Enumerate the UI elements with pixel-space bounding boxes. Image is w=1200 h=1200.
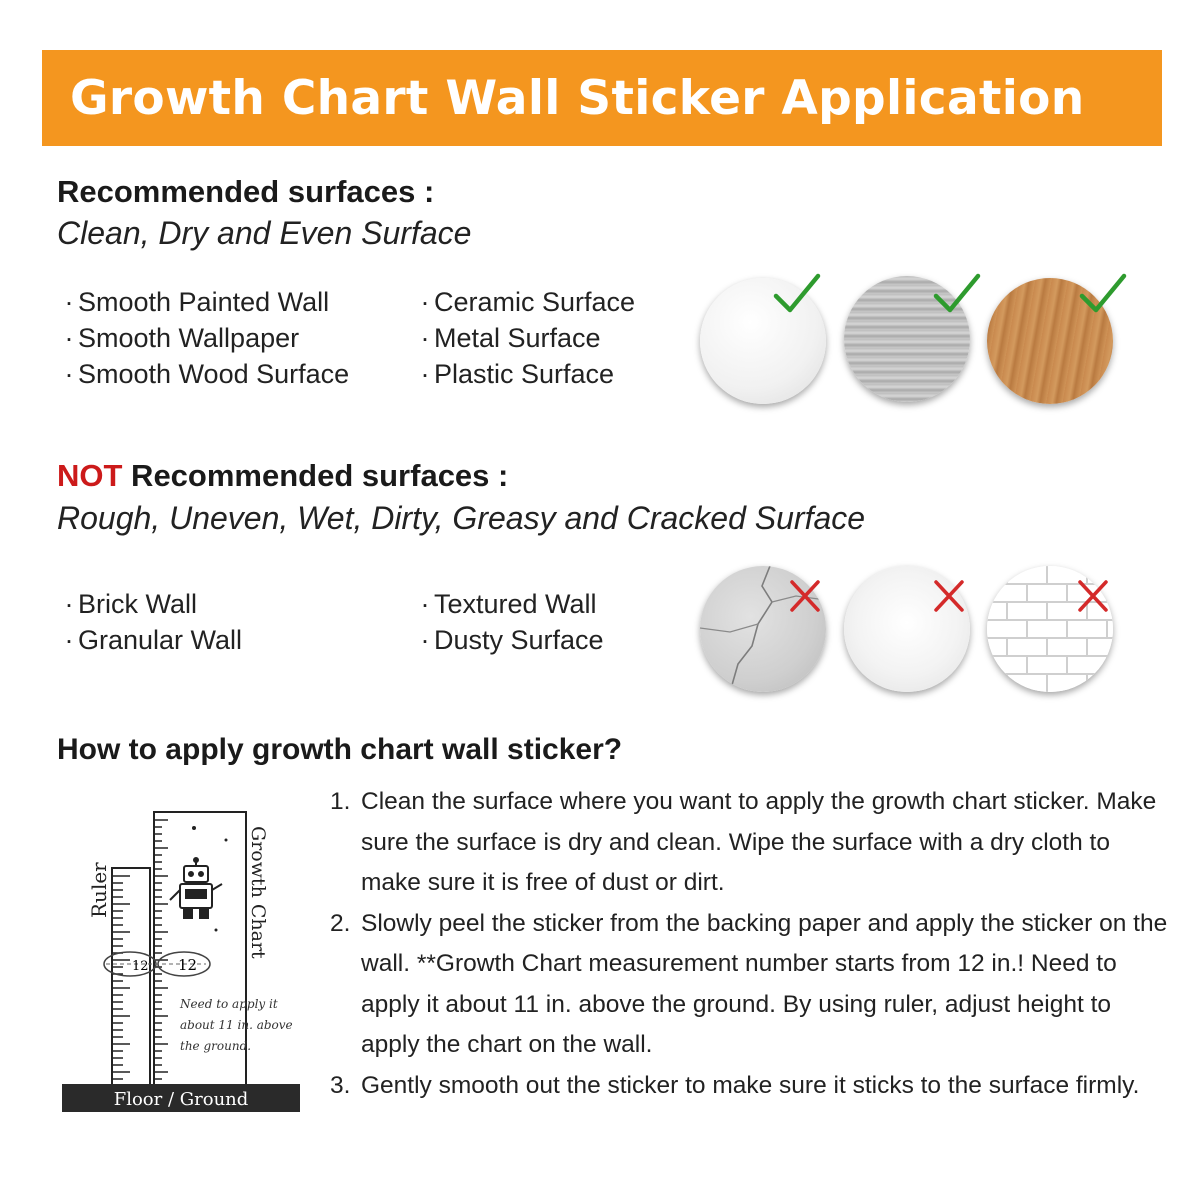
list-item: · Dusty Surface	[416, 622, 604, 658]
list-item: · Smooth Wallpaper	[60, 320, 349, 356]
list-item: · Plastic Surface	[416, 356, 635, 392]
application-diagram	[56, 800, 306, 1120]
list-item: · Ceramic Surface	[416, 284, 635, 320]
step-text: Gently smooth out the sticker to make sure it sticks to the surface firmly.	[361, 1071, 1140, 1099]
ruler-label: Ruler	[87, 862, 111, 918]
note-line: the ground.	[180, 1039, 252, 1053]
chart-mark: 12	[178, 956, 198, 974]
list-item: · Textured Wall	[416, 586, 604, 622]
ruler-mark: 12	[132, 959, 149, 974]
not-recommended-list-left	[60, 586, 242, 658]
recommended-subheading: Clean, Dry and Even Surface	[57, 215, 472, 251]
list-item: · Metal Surface	[416, 320, 635, 356]
step-number: 3.	[330, 1071, 351, 1099]
list-item: · Smooth Painted Wall	[60, 284, 349, 320]
checkmark-icon	[772, 270, 822, 320]
howto-heading: How to apply growth chart wall sticker?	[57, 733, 623, 766]
recommended-heading: Recommended surfaces :	[57, 174, 435, 209]
step-number: 1.	[330, 788, 351, 815]
checkmark-icon	[932, 270, 982, 320]
not-recommended-list-right	[416, 586, 604, 658]
cross-icon	[1076, 578, 1110, 614]
not-recommended-heading	[57, 458, 508, 494]
not-label: NOT	[57, 458, 123, 493]
floor-label: Floor / Ground	[113, 1089, 249, 1110]
note-line: about 11 in. above	[180, 1018, 293, 1032]
checkmark-icon	[1078, 270, 1128, 320]
list-item: · Smooth Wood Surface	[60, 356, 349, 392]
recommended-list-left	[60, 284, 349, 392]
step-text: Clean the surface where you want to apply the growth chart sticker. Make sure the surface is dry and clean. Wipe the surface with a dry cloth to make sure it is free of dust or dirt.	[361, 788, 1157, 896]
step-item	[330, 782, 1170, 904]
cross-icon	[932, 578, 966, 614]
page-title: Growth Chart Wall Sticker Application	[70, 70, 1085, 126]
step-number: 2.	[330, 909, 351, 937]
not-recommended-subheading: Rough, Uneven, Wet, Dirty, Greasy and Cracked Surface	[57, 500, 866, 536]
list-item: · Brick Wall	[60, 586, 242, 622]
step-item	[330, 904, 1170, 1066]
note-line: Need to apply it	[180, 997, 278, 1011]
list-item: · Granular Wall	[60, 622, 242, 658]
cross-icon	[788, 578, 822, 614]
instruction-steps	[330, 782, 1170, 1106]
chart-label: Growth Chart	[247, 826, 269, 959]
not-recommended-heading-text: Recommended surfaces :	[122, 458, 509, 493]
step-item	[330, 1066, 1170, 1107]
step-text: Slowly peel the sticker from the backing paper and apply the sticker on the wall. **Growth Chart measurement number starts from 12 in.! Need to apply it about 11 in. above the ground. By using ruler, adjust height to apply the chart on the wall.	[361, 909, 1168, 1058]
title-banner	[42, 50, 1162, 146]
recommended-list-right	[416, 284, 635, 392]
